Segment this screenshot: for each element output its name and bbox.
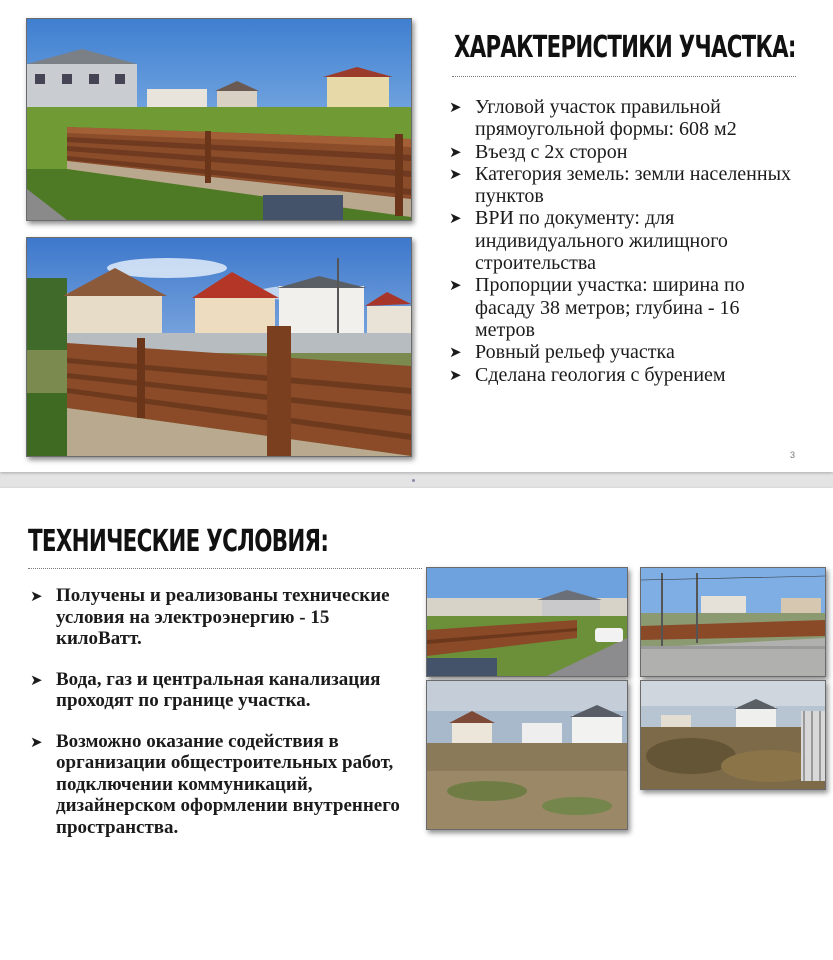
list-item: ➤ Категория земель: земли населенных пунктов: [449, 162, 792, 208]
photo-plot-overgrown: [640, 680, 826, 790]
slide-title: ТЕХНИЧЕСКИЕ УСЛОВИЯ:: [28, 524, 329, 559]
conditions-list: [30, 585, 410, 857]
characteristics-list: [449, 96, 799, 386]
page-number: 3: [790, 450, 796, 460]
title-divider: [452, 76, 796, 77]
bullet-arrow-icon: ➤: [30, 587, 43, 605]
bullet-arrow-icon: ➤: [449, 365, 462, 384]
bullet-arrow-icon: ➤: [449, 164, 462, 183]
photo-plot-side-road: [640, 567, 826, 677]
photo-fence-houses: [26, 237, 412, 457]
bullet-arrow-icon: ➤: [449, 209, 462, 228]
bullet-arrow-icon: ➤: [449, 343, 462, 362]
slide-technical-conditions: [0, 488, 833, 960]
list-item: ➤ Сделана геология с бурением: [449, 363, 726, 386]
list-item: ➤ Возможно оказание содействия в организации общестроительных работ, подключении коммуникаций, дизайнерском оформлении внутреннего пространства.: [30, 730, 400, 838]
slide-title: ХАРАКТЕРИСТИКИ УЧАСТКА:: [454, 30, 796, 65]
photo-plot-vacant-land: [426, 680, 628, 830]
photo-fence-street: [26, 18, 412, 221]
bullet-arrow-icon: ➤: [30, 670, 43, 689]
list-item: ➤ Пропорции участка: ширина по фасаду 38 метров; глубина - 16 метров: [449, 274, 745, 341]
list-item: ➤ Угловой участок правильной прямоугольной формы: 608 м2: [449, 96, 737, 141]
bullet-arrow-icon: ➤: [30, 732, 43, 751]
list-item: ➤ Получены и реализованы технические условия на электроэнергию - 15 килоВатт.: [30, 585, 390, 649]
list-item: ➤ Ровный рельеф участка: [449, 341, 675, 364]
list-item: ➤ ВРИ по документу: для индивидуального жилищного строительства: [449, 207, 728, 275]
photo-street-fence-car: [426, 567, 628, 677]
list-item: ➤ Въезд с 2х сторон: [449, 140, 628, 163]
slide-separator-dot: [412, 479, 415, 482]
bullet-arrow-icon: ➤: [449, 142, 462, 161]
list-item: ➤ Вода, газ и центральная канализация проходят по границе участка.: [30, 668, 381, 711]
slide-plot-characteristics: [0, 0, 833, 472]
bullet-arrow-icon: ➤: [449, 276, 462, 295]
bullet-arrow-icon: ➤: [449, 98, 462, 116]
title-divider: [28, 568, 422, 569]
